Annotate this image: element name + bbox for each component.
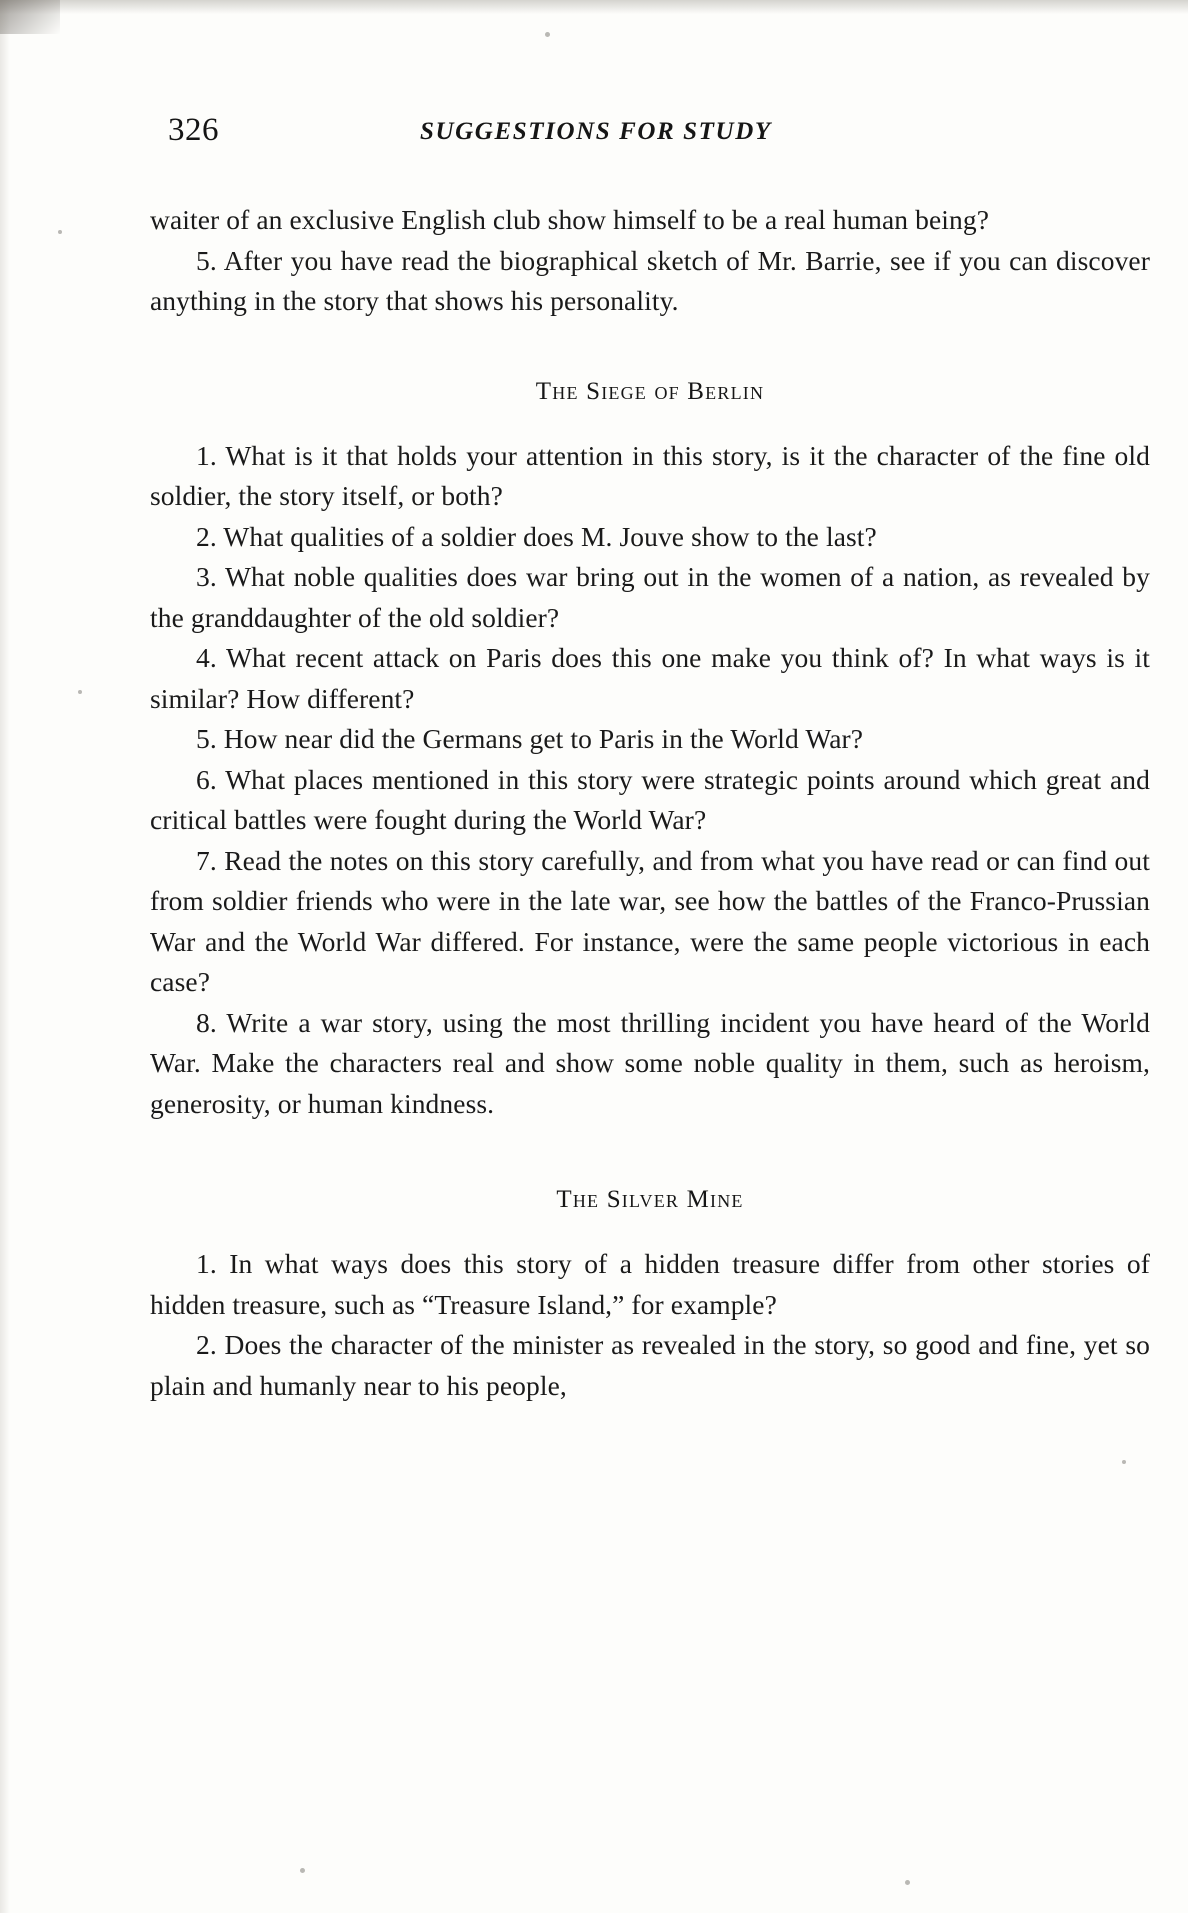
scan-speck [58, 230, 62, 234]
question-item: 2. Does the character of the minister as revealed in the story, so good and fine, yet so plain and humanly near to his people, [150, 1329, 1150, 1401]
section-heading-silver-mine: The Silver Mine [556, 1186, 744, 1213]
scan-speck [1122, 1460, 1126, 1464]
carryover-paragraph: waiter of an exclusive English club show himself to be a real human being? [150, 204, 990, 235]
question-item: 2. What qualities of a soldier does M. Jouve show to the last? [196, 520, 877, 552]
page-header [150, 112, 1160, 152]
question-item: 5. After you have read the biographical sketch of Mr. Barrie, see if you can discover anything in the story that shows his personality. [150, 244, 1150, 316]
scan-speck [905, 1880, 910, 1885]
section-heading-siege-of-berlin: The Siege of Berlin [535, 377, 765, 405]
question-item: 7. Read the notes on this story carefully, and from what you have read or can find out from soldier friends who were in the late war, see how the battles of the Franco-Prussian War and the World War differed. For instance, were the same people victorious in each case? [150, 844, 1150, 997]
page-number: 326 [168, 112, 219, 148]
running-head: SUGGESTIONS FOR STUDY [420, 118, 772, 145]
scan-edge-artifact-left [0, 0, 10, 1913]
question-item: 1. What is it that holds your attention in this story, is it the character of the fine old soldier, the story itself, or both? [150, 439, 1150, 511]
question-item: 4. What recent attack on Paris does this one make you think of? In what ways is it similar? How different? [150, 642, 1150, 714]
question-item: 5. How near did the Germans get to Paris in the World War? [196, 723, 864, 754]
scan-speck [78, 690, 82, 694]
question-item: 3. What noble qualities does war bring out in the women of a nation, as revealed by the granddaughter of the old soldier? [150, 561, 1150, 633]
question-item: 8. Write a war story, using the most thrilling incident you have heard of the World War. Make the characters real and show some noble quality in them, such as heroism, generosity, or human kindness. [150, 1006, 1150, 1119]
question-item: 1. In what ways does this story of a hidden treasure differ from other stories of hidden treasure, such as “Treasure Island,” for example? [150, 1248, 1150, 1320]
scan-edge-artifact-top [0, 0, 1188, 14]
question-item: 6. What places mentioned in this story were strategic points around which great and critical battles were fought during the World War? [150, 763, 1150, 835]
body-column [150, 200, 1150, 1406]
scan-speck [545, 32, 550, 37]
scan-speck [300, 1868, 305, 1873]
